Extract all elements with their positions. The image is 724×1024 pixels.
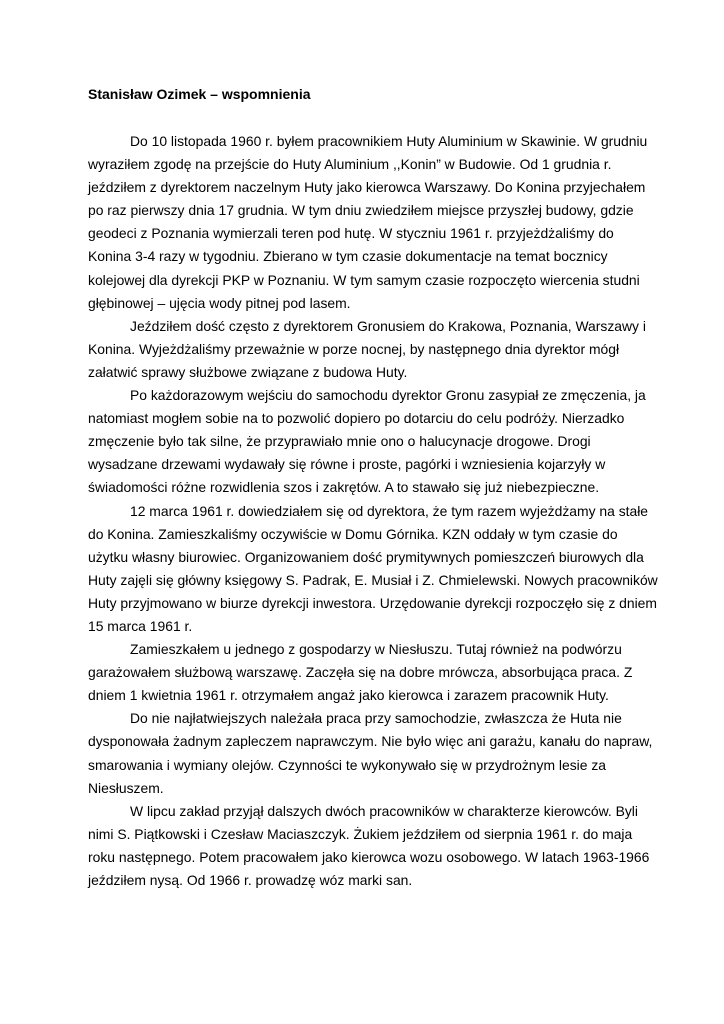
paragraph-line: zmęczenie było tak silne, że przyprawiało mnie ono o halucynacje drogowe. Drogi [88,433,591,450]
document-body [88,130,658,892]
paragraph-line: jeździłem nysą. Od 1966 r. prowadzę wóz marki san. [88,872,413,888]
paragraph-line: Niesłuszem. [88,779,164,796]
paragraph-line: do Konina. Zamieszkaliśmy oczywiście w Domu Górnika. KZN oddały w tym czasie do [88,525,618,542]
document-title: Stanisław Ozimek – wspomnienia [88,86,311,102]
paragraph-line: W lipcu zakład przyjął dalszych dwóch pracowników w charakterze kierowców. Byli [130,802,638,819]
paragraph-line: Po każdorazowym wejściu do samochodu dyrektor Gronu zasypiał ze zmęczenia, ja [130,387,646,404]
paragraph-line: załatwić sprawy służbowe związane z budowa Huty. [88,363,408,380]
paragraph-line: Huty zajęli się główny księgowy S. Padrak, E. Musiał i Z. Chmielewski. Nowych pracowników [88,571,658,588]
paragraph [88,800,650,892]
paragraph [88,500,658,639]
paragraph-line: Zamieszkałem u jednego z gospodarzy w Niesłuszu. Tutaj również na podwórzu [130,641,622,658]
paragraph-line: po raz pierwszy dnia 17 grudnia. W tym dniu zwiedziłem miejsce przyszłej budowy, gdzie [88,202,634,219]
paragraph-line: Konina 3-4 razy w tygodniu. Zbierano w tym czasie dokumentacje na temat bocznicy [88,248,608,265]
paragraph-line: natomiast mogłem sobie na to pozwolić dopiero po dotarciu do celu podróży. Nierzadko [88,410,625,427]
paragraph [88,384,646,499]
paragraph-line: roku następnego. Potem pracowałem jako kierowca wozu osobowego. W latach 1963-1966 [88,848,650,865]
paragraph-line: garażowałem służbową warszawę. Zaczęła się na dobre mrówcza, absorbująca praca. Z [88,664,633,681]
paragraph-line: jeździłem z dyrektorem naczelnym Huty jako kierowca Warszawy. Do Konina przyjechałem [88,179,646,196]
paragraph-line: głębinowej – ujęcia wody pitnej pod lasem. [88,294,351,311]
paragraph-line: 15 marca 1961 r. [88,617,193,634]
paragraph-line: Konina. Wyjeżdżaliśmy przeważnie w porze nocnej, by następnego dnia dyrektor mógł [88,340,620,357]
paragraph-line: kolejowej dla dyrekcji PKP w Poznaniu. W tym samym czasie rozpoczęto wiercenia studni [88,271,640,288]
paragraph-line: geodeci z Poznania wymierzali teren pod hutę. W styczniu 1961 r. przyjeżdżaliśmy do [88,225,614,242]
paragraph-line: świadomości różne rozwidlenia szos i zakrętów. A to stawało się już niebezpieczne. [88,479,600,496]
paragraph-line: smarowania i wymiany olejów. Czynności te wykonywało się w przydrożnym lesie za [88,756,607,773]
paragraph-line: dniem 1 kwietnia 1961 r. otrzymałem angaż jako kierowca i zarazem pracownik Huty. [88,687,609,704]
paragraph [88,315,646,384]
paragraph-line: Huty przyjmowano w biurze dyrekcji inwestora. Urzędowanie dyrekcji rozpoczęło się z dniem [88,594,657,611]
paragraph [88,130,648,315]
paragraph-line: Do nie najłatwiejszych należała praca przy samochodzie, zwłaszcza że Huta nie [130,710,622,727]
paragraph-line: wyraziłem zgodę na przejście do Huty Aluminium ,,Konin” w Budowie. Od 1 grudnia r. [88,156,612,173]
paragraph-line: 12 marca 1961 r. dowiedziałem się od dyrektora, że tym razem wyjeżdżamy na stałe [130,502,649,519]
paragraph-line: użytku własny biurowiec. Organizowaniem dość prymitywnych pomieszczeń biurowych dla [88,548,644,565]
paragraph [88,638,636,707]
paragraph-line: Jeździłem dość często z dyrektorem Gronusiem do Krakowa, Poznania, Warszawy i [130,317,646,334]
paragraph-line: wysadzane drzewami wydawały się równe i proste, pagórki i wzniesienia kojarzyły w [88,456,606,473]
paragraph-line: dysponowała żadnym zapleczem naprawczym. Nie było więc ani garażu, kanału do napraw, [88,733,653,750]
paragraph-line: nimi S. Piątkowski i Czesław Maciaszczyk. Żukiem jeździłem od sierpnia 1961 r. do maja [88,825,633,842]
paragraph-line: Do 10 listopada 1960 r. byłem pracownikiem Huty Aluminium w Skawinie. W grudniu [130,133,648,149]
paragraph [88,707,653,799]
